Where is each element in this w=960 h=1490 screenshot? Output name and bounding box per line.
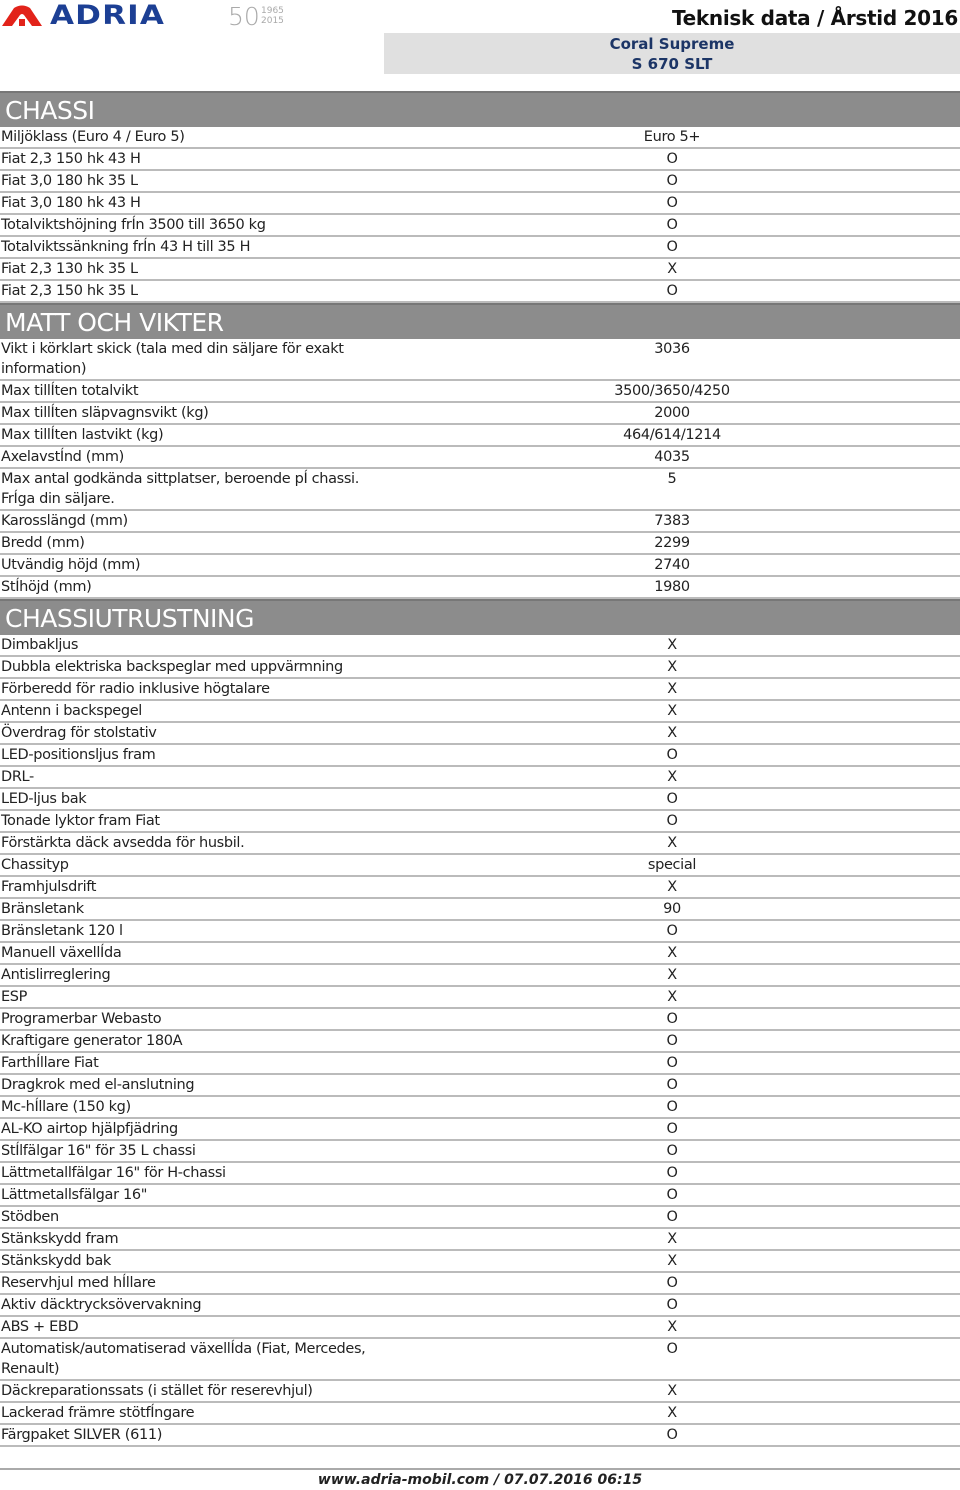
table-row [0,447,960,469]
row-value: X [667,681,677,697]
row-label: Dubbla elektriska backspeglar med uppvärmning [1,659,343,675]
row-value: 7383 [654,513,690,529]
table-row [0,555,960,577]
table-row [0,237,960,259]
table-row [0,811,960,833]
years-bottom: 2015 [261,16,284,26]
table-row [0,745,960,767]
row-label: ABS + EBD [1,1319,79,1335]
row-value: X [667,1253,677,1269]
table-row [0,193,960,215]
row-value: O [666,1055,678,1071]
table-row [0,1317,960,1339]
row-label: Miljöklass (Euro 4 / Euro 5) [1,129,185,145]
row-label: StÍlfälgar 16" för 35 L chassi [1,1143,196,1159]
row-value: 90 [663,901,681,917]
row-label: Utvändig höjd (mm) [1,557,141,573]
row-value: X [667,1231,677,1247]
row-label: Stänkskydd bak [1,1253,111,1269]
section-header: CHASSIUTRUSTNING [0,599,960,635]
table-row [0,943,960,965]
table-row [0,1163,960,1185]
row-value: O [666,1033,678,1049]
row-label: Överdrag för stolstativ [1,725,157,741]
row-value: O [666,923,678,939]
row-value: O [666,195,678,211]
table-row [0,1185,960,1207]
row-label: Totalviktshöjning frÍn 3500 till 3650 kg [1,217,266,233]
row-value: 2740 [654,557,690,573]
table-row [0,577,960,599]
table-row [0,789,960,811]
table-row [0,339,960,381]
row-label: AxelavstÍnd (mm) [1,449,124,465]
table-row [0,1207,960,1229]
row-label: Fiat 2,3 150 hk 35 L [1,283,138,299]
table-row [0,701,960,723]
row-label: Chassityp [1,857,69,873]
adria-logo-mark-icon [0,5,44,27]
row-label: Fiat 2,3 150 hk 43 H [1,151,141,167]
row-value: O [666,813,678,829]
table-row [0,679,960,701]
row-label: Lackerad främre stötfÍngare [1,1405,195,1421]
table-row [0,1075,960,1097]
row-label: Karosslängd (mm) [1,513,128,529]
row-value: O [666,1165,678,1181]
table-row [0,723,960,745]
row-label: LED-ljus bak [1,791,87,807]
row-value: X [667,637,677,653]
row-value: X [667,1319,677,1335]
table-row [0,533,960,555]
row-label: Dimbakljus [1,637,79,653]
table-row [0,1053,960,1075]
table-row [0,965,960,987]
table-row [0,381,960,403]
table-row [0,855,960,877]
row-label: Fiat 2,3 130 hk 35 L [1,261,138,277]
table-row [0,1097,960,1119]
row-value: 5 [667,471,677,487]
row-value: O [666,1099,678,1115]
row-label: Vikt i körklart skick (tala med din säljare för exakt information) [1,341,344,377]
row-label: Antislirreglering [1,967,111,983]
table-row [0,899,960,921]
row-label: Manuell växellÍda [1,945,122,961]
row-value: O [666,1275,678,1291]
row-label: LED-positionsljus fram [1,747,156,763]
row-label: Bränsletank 120 l [1,923,123,939]
brand-name: ADRIA [50,0,166,31]
table-row [0,877,960,899]
row-value: O [666,1143,678,1159]
model-box [384,33,960,74]
row-label: Fiat 3,0 180 hk 43 H [1,195,141,211]
table-row [0,987,960,1009]
row-value: O [666,1427,678,1443]
row-label: StÍhöjd (mm) [1,579,92,595]
row-label: Stänkskydd fram [1,1231,119,1247]
row-value: X [667,835,677,851]
table-row [0,1119,960,1141]
row-label: Reservhjul med hÍllare [1,1275,156,1291]
table-row [0,635,960,657]
row-value: X [667,659,677,675]
model-name: Coral Supreme [609,35,735,53]
row-label: Aktiv däcktrycksövervakning [1,1297,202,1313]
row-value: X [667,945,677,961]
row-value: 1980 [654,579,690,595]
row-label: Automatisk/automatiserad växellÍda (Fiat, Mercedes, Renault) [1,1341,366,1377]
table-row [0,1251,960,1273]
row-label: Färgpaket SILVER (611) [1,1427,163,1443]
spec-table [0,91,960,1447]
row-value: O [666,1297,678,1313]
row-value: 3500/3650/4250 [614,383,730,399]
anniversary-number: 50 [228,2,260,31]
table-row [0,1229,960,1251]
years-top: 1965 [261,6,284,16]
row-value: 4035 [654,449,690,465]
row-value: O [666,1209,678,1225]
table-row [0,171,960,193]
row-label: Dragkrok med el-anslutning [1,1077,195,1093]
row-label: Max tillÍten lastvikt (kg) [1,427,164,443]
table-row [0,1031,960,1053]
table-row [0,215,960,237]
row-value: O [666,151,678,167]
row-label: Max tillÍten släpvagnsvikt (kg) [1,405,209,421]
row-label: Lättmetallfälgar 16" för H-chassi [1,1165,226,1181]
row-value: O [666,1011,678,1027]
row-label: Däckreparationssats (i stället för reserevhjul) [1,1383,313,1399]
row-value: O [666,217,678,233]
row-value: X [667,1405,677,1421]
row-value: O [666,239,678,255]
row-label: Tonade lyktor fram Fiat [1,813,160,829]
row-label: Antenn i backspegel [1,703,142,719]
anniversary-years [261,6,284,26]
row-label: Bränsletank [1,901,84,917]
row-value: X [667,967,677,983]
row-label: Fiat 3,0 180 hk 35 L [1,173,138,189]
table-row [0,1273,960,1295]
row-value: 2299 [654,535,690,551]
model-variant: S 670 SLT [631,55,713,73]
table-row [0,425,960,447]
row-value: special [647,857,697,873]
row-label: DRL- [1,769,34,785]
row-value: O [666,1341,678,1357]
row-value: X [667,725,677,741]
row-label: Kraftigare generator 180A [1,1033,183,1049]
adria-logo [0,0,284,31]
row-value: X [667,769,677,785]
row-label: Förberedd för radio inklusive högtalare [1,681,270,697]
table-row [0,1381,960,1403]
row-value: O [666,791,678,807]
row-value: X [667,1383,677,1399]
table-row [0,127,960,149]
row-value: X [667,261,677,277]
row-label: AL-KO airtop hjälpfjädring [1,1121,178,1137]
table-row [0,403,960,425]
row-label: ESP [1,989,28,1005]
table-row [0,281,960,303]
row-label: Framhjulsdrift [1,879,97,895]
row-value: 2000 [654,405,690,421]
row-value: O [666,173,678,189]
row-value: X [667,879,677,895]
row-value: O [666,1121,678,1137]
section-header: MATT OCH VIKTER [0,303,960,339]
row-value: 3036 [654,341,690,357]
table-row [0,259,960,281]
table-row [0,1009,960,1031]
row-label: Totalviktssänkning frÍn 43 H till 35 H [1,239,251,255]
row-label: Lättmetallsfälgar 16" [1,1187,148,1203]
row-value: Euro 5+ [643,129,701,145]
table-row [0,469,960,511]
row-value: X [667,989,677,1005]
row-label: Max antal godkända sittplatser, beroende pÍ chassi. FrÍga din säljare. [1,471,359,507]
footer-divider [0,1468,960,1470]
table-row [0,1295,960,1317]
row-label: FarthÍllare Fiat [1,1055,99,1071]
footer-text: www.adria-mobil.com / 07.07.2016 06:15 [317,1472,643,1488]
table-row [0,1403,960,1425]
table-row [0,767,960,789]
table-row [0,1425,960,1447]
table-row [0,1339,960,1381]
row-label: Stödben [1,1209,59,1225]
table-row [0,1141,960,1163]
row-label: Max tillÍten totalvikt [1,383,139,399]
row-label: Bredd (mm) [1,535,85,551]
row-value: X [667,703,677,719]
table-row [0,511,960,533]
row-value: O [666,1187,678,1203]
table-row [0,657,960,679]
row-label: Programerbar Webasto [1,1011,162,1027]
section-header: CHASSI [0,91,960,127]
row-label: Förstärkta däck avsedda för husbil. [1,835,245,851]
row-label: Mc-hÍllare (150 kg) [1,1099,131,1115]
document-title: Teknisk data / Årstid 2016 [671,6,958,30]
row-value: 464/614/1214 [623,427,721,443]
row-value: O [666,283,678,299]
table-row [0,149,960,171]
row-value: O [666,747,678,763]
table-row [0,833,960,855]
row-value: O [666,1077,678,1093]
table-row [0,921,960,943]
